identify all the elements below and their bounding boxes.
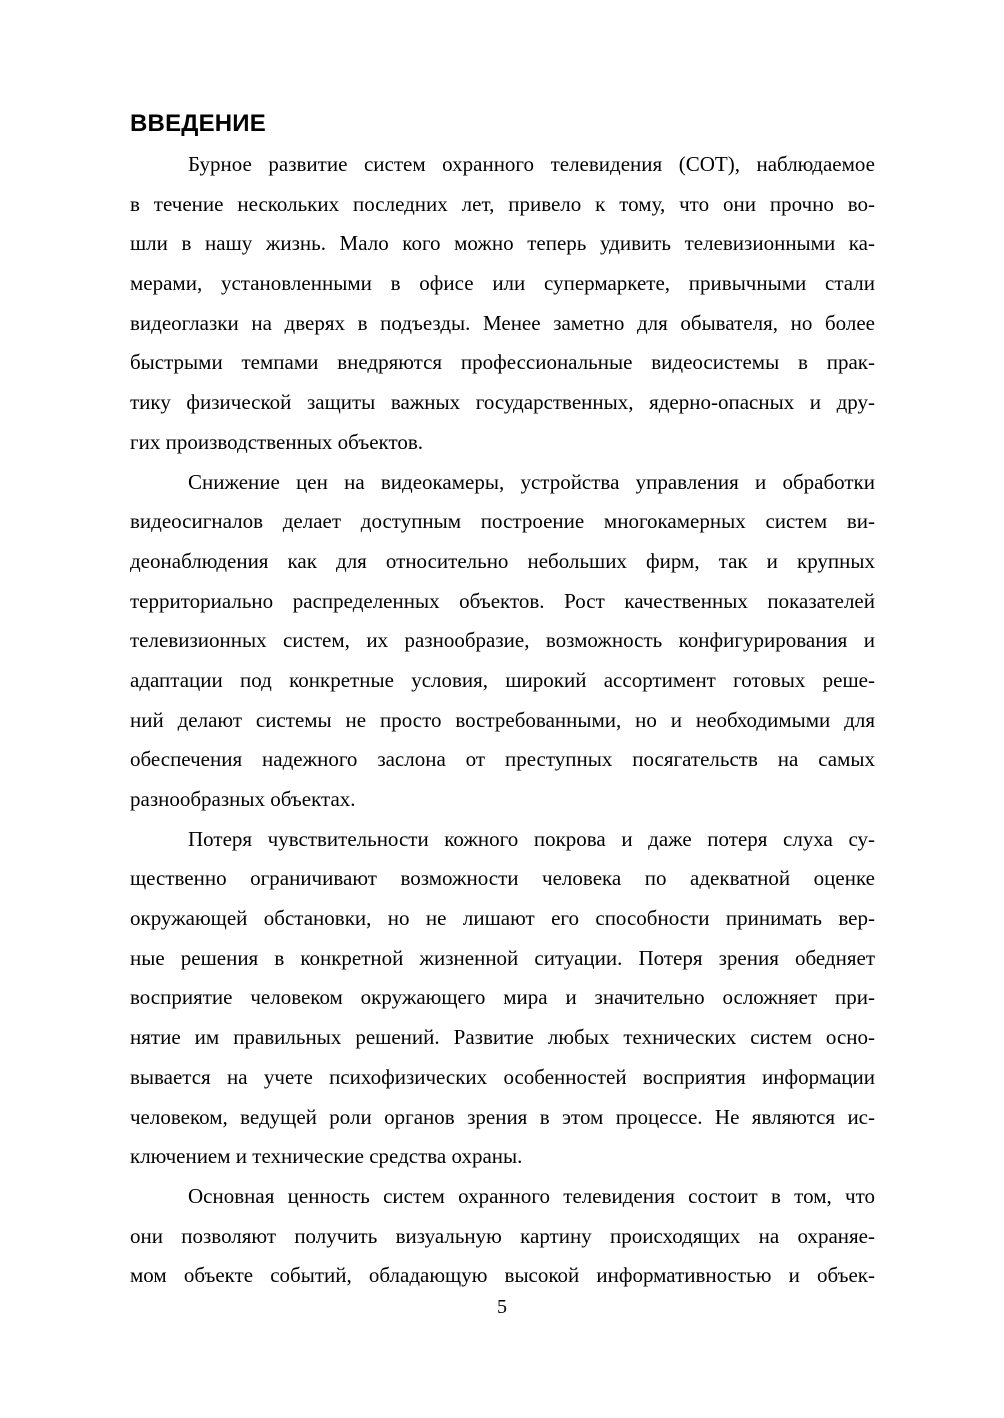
paragraph	[130, 820, 875, 1177]
paragraph	[130, 145, 875, 463]
text-line: нятие им правильных решений. Развитие любых технических систем осно-	[130, 1025, 875, 1050]
text-line: видеоглазки на дверях в подъезды. Менее заметно для обывателя, но более	[130, 310, 875, 335]
text-line: быстрыми темпами внедряются профессиональные видеосистемы в прак-	[130, 350, 875, 375]
text-line: разнообразных объектах.	[130, 787, 356, 811]
text-line: мерами, установленными в офисе или супермаркете, привычными стали	[130, 271, 875, 296]
text-line: телевизионных систем, их разнообразие, возможность конфигурирования и	[130, 628, 875, 653]
text-line: ний делают системы не просто востребованными, но и необходимыми для	[130, 707, 875, 732]
text-line: восприятие человеком окружающего мира и значительно осложняет при-	[130, 985, 875, 1010]
text-line: Снижение цен на видеокамеры, устройства управления и обработки	[188, 469, 875, 494]
page-number: 5	[497, 1296, 507, 1318]
text-line: щественно ограничивают возможности человека по адекватной оценке	[130, 866, 875, 891]
body-text	[130, 145, 875, 1296]
text-line: территориально распределенных объектов. Рост качественных показателей	[130, 588, 875, 613]
text-line: деонаблюдения как для относительно небольших фирм, так и крупных	[130, 548, 875, 573]
text-line: Основная ценность систем охранного телевидения состоит в том, что	[188, 1183, 875, 1208]
text-line: тику физической защиты важных государственных, ядерно-опасных и дру-	[130, 390, 875, 415]
text-line: видеосигналов делает доступным построение многокамерных систем ви-	[130, 509, 875, 534]
section-heading: ВВЕДЕНИЕ	[130, 110, 266, 137]
text-line: окружающей обстановки, но не лишают его способности принимать вер-	[130, 906, 875, 931]
text-line: они позволяют получить визуальную картину происходящих на охраняе-	[130, 1223, 875, 1248]
text-line: Потеря чувствительности кожного покрова и даже потеря слуха су-	[188, 826, 875, 851]
text-line: мом объекте событий, обладающую высокой информативностью и объек-	[130, 1263, 875, 1288]
text-line: обеспечения надежного заслона от преступных посягательств на самых	[130, 747, 875, 772]
text-line: в течение нескольких последних лет, привело к тому, что они прочно во-	[130, 191, 875, 216]
paragraph	[130, 1177, 875, 1296]
text-line: человеком, ведущей роли органов зрения в этом процессе. Не являются ис-	[130, 1104, 875, 1129]
text-line: гих производственных объектов.	[130, 429, 424, 454]
text-line: адаптации под конкретные условия, широкий ассортимент готовых реше-	[130, 667, 875, 692]
text-line: ные решения в конкретной жизненной ситуации. Потеря зрения обедняет	[130, 945, 875, 970]
text-line: шли в нашу жизнь. Мало кого можно теперь удивить телевизионными ка-	[130, 231, 875, 256]
paragraph	[130, 463, 875, 820]
text-line: Бурное развитие систем охранного телевидения (СОТ), наблюдаемое	[188, 152, 875, 176]
text-line: ключением и технические средства охраны.	[130, 1144, 523, 1169]
text-line: вывается на учете психофизических особенностей восприятия информации	[130, 1064, 875, 1089]
